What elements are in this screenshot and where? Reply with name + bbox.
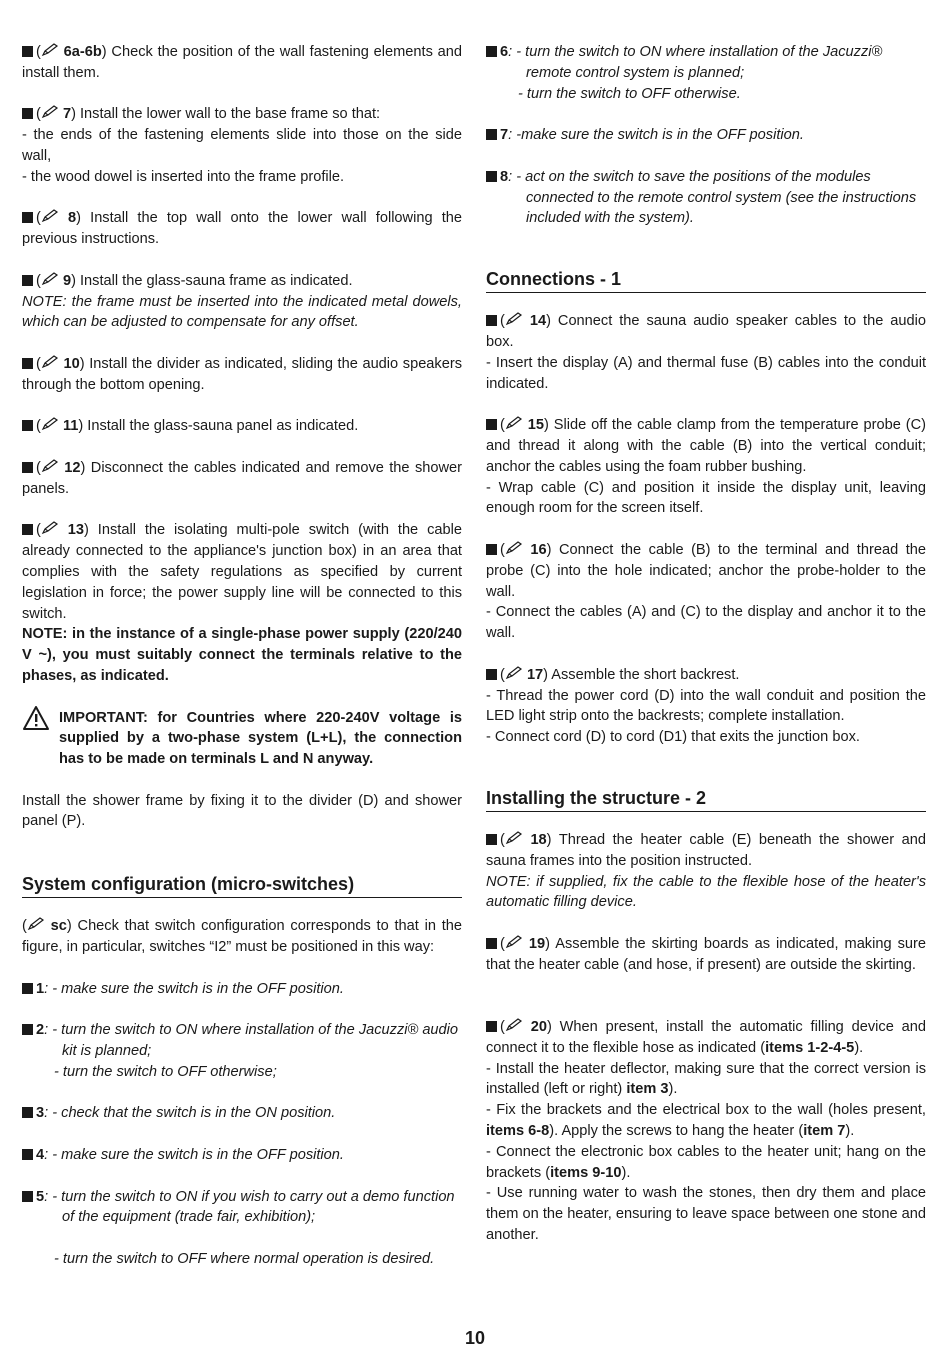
step-17-line3: - Connect cord (D) to cord (D1) that exits the junction box. — [486, 729, 860, 746]
square-bullet-icon — [22, 108, 33, 119]
square-bullet-icon — [486, 171, 497, 182]
step-12: ( 12) Disconnect the cables indicated and remove the shower panels. — [22, 459, 462, 497]
step-20: ( 20) When present, install the automatic filling device and connect it to the flexible hose as indicated (items 1-2-4-5). — [486, 1019, 926, 1056]
left-column — [22, 42, 462, 1270]
heading-connections-1: Connections - 1 — [486, 267, 926, 293]
step-15-line2: - Wrap cable (C) and position it inside the display unit, leaving enough room for the screen itself. — [486, 479, 926, 517]
shower-frame-paragraph: Install the shower frame by fixing it to the divider (D) and shower panel (P). — [22, 792, 462, 830]
step-18-note: NOTE: if supplied, fix the cable to the flexible hose of the heater's automatic filling device. — [486, 873, 926, 911]
switch-4: 4: - make sure the switch is in the OFF position. — [22, 1145, 462, 1166]
square-bullet-icon — [486, 46, 497, 57]
square-bullet-icon — [486, 669, 497, 680]
switch-7: 7: -make sure the switch is in the OFF position. — [486, 125, 926, 146]
switch-6: 6: - turn the switch to ON where installation of the Jacuzzi® remote control system is planned; — [486, 42, 926, 84]
pencil-icon — [505, 831, 523, 845]
switch-2: 2: - turn the switch to ON where installation of the Jacuzzi® audio kit is planned; - turn the switch to OFF otherwise; — [22, 1020, 462, 1082]
step-10: ( 10) Install the divider as indicated, sliding the audio speakers through the bottom opening. — [22, 355, 462, 393]
square-bullet-icon — [22, 462, 33, 473]
heading-installing-structure-2: Installing the structure - 2 — [486, 786, 926, 812]
pencil-icon — [41, 105, 59, 119]
step-17: ( 17) Assemble the short backrest. — [486, 665, 926, 686]
step-20-line3: - Fix the brackets and the electrical box to the wall (holes present, items 6-8). Apply the screws to hang the heater (item 7). — [486, 1102, 926, 1140]
heading-system-configuration: System configuration (micro-switches) — [22, 872, 462, 898]
square-bullet-icon — [486, 544, 497, 555]
step-7-line2: - the ends of the fastening elements slide into those on the side wall, — [22, 127, 462, 164]
pencil-icon — [505, 1018, 523, 1032]
pencil-icon — [27, 917, 45, 931]
important-warning — [22, 708, 462, 770]
switch-8: 8: - act on the switch to save the positions of the modules connected to the remote control system (see the instructions included with the system). — [486, 167, 926, 229]
step-20-line5: - Use running water to wash the stones, then dry them and place them on the heater, ensuring to leave space between one stone and another. — [486, 1185, 926, 1244]
step-9: ( 9) Install the glass-sauna frame as indicated. — [22, 271, 462, 292]
step-7: ( 7) Install the lower wall to the base frame so that: — [22, 104, 462, 125]
square-bullet-icon — [22, 46, 33, 57]
step-11: ( 11) Install the glass-sauna panel as indicated. — [22, 416, 462, 437]
step-6a-6b: ( 6a-6b) Check the position of the wall fastening elements and install them. — [22, 44, 462, 81]
square-bullet-icon — [22, 1024, 33, 1035]
pencil-icon — [41, 272, 59, 286]
step-13: ( 13) Install the isolating multi-pole switch (with the cable already connected to the appliance's junction box) in an area that complies with the safety regulations as specified by current legislation in force; the power supply line will be connected to this switch. — [22, 522, 462, 622]
pencil-icon — [41, 43, 59, 57]
pencil-icon — [505, 666, 523, 680]
switch-1: 1: - make sure the switch is in the OFF position. — [22, 979, 462, 1000]
switch-3: 3: - check that the switch is in the ON position. — [22, 1103, 462, 1124]
switch-5: 5: - turn the switch to ON if you wish to carry out a demo function of the equipment (trade fair, exhibition); - turn the switch to OFF where normal operation is desired. — [22, 1187, 462, 1270]
step-16-line2: - Connect the cables (A) and (C) to the display and anchor it to the wall. — [486, 604, 926, 642]
pencil-icon — [41, 355, 59, 369]
pencil-icon — [41, 521, 59, 535]
pencil-icon — [505, 312, 523, 326]
square-bullet-icon — [22, 1107, 33, 1118]
warning-triangle-icon — [22, 705, 50, 731]
step-8: ( 8) Install the top wall onto the lower wall following the previous instructions. — [22, 210, 462, 248]
square-bullet-icon — [22, 983, 33, 994]
step-20-line2: - Install the heater deflector, making sure that the correct version is installed (left or right) item 3). — [486, 1060, 926, 1098]
step-13-note: NOTE: in the instance of a single-phase power supply (220/240 V ~), you must suitably connect the terminals relative to the phases, as indicated. — [22, 626, 462, 684]
step-15: ( 15) Slide off the cable clamp from the temperature probe (C) and thread it along with the cable (B) into the vertical conduit; anchor the cables using the foam rubber bushing. — [486, 417, 926, 475]
square-bullet-icon — [22, 524, 33, 535]
square-bullet-icon — [486, 419, 497, 430]
step-14-line2: - Insert the display (A) and thermal fuse (B) cables into the conduit indicated. — [486, 354, 926, 392]
square-bullet-icon — [22, 1149, 33, 1160]
pencil-icon — [505, 935, 523, 949]
pencil-icon — [41, 209, 59, 223]
sc-paragraph: ( sc) Check that switch configuration corresponds to that in the figure, in particular, switches “I2” must be positioned in this way: — [22, 918, 462, 956]
important-text: IMPORTANT: for Countries where 220-240V voltage is supplied by a two-phase system (L+L), the connection has to be made on terminals L and N anyway. — [59, 709, 462, 768]
square-bullet-icon — [22, 420, 33, 431]
step-9-note: NOTE: the frame must be inserted into the indicated metal dowels, which can be adjusted to compensate for any offset. — [22, 293, 462, 331]
pencil-icon — [505, 541, 523, 555]
pencil-icon — [41, 459, 59, 473]
square-bullet-icon — [22, 358, 33, 369]
square-bullet-icon — [486, 315, 497, 326]
square-bullet-icon — [486, 1021, 497, 1032]
step-20-line4: - Connect the electronic box cables to the heater unit; hang on the brackets (items 9-10). — [486, 1143, 926, 1181]
pencil-icon — [41, 417, 59, 431]
pencil-icon — [505, 416, 523, 430]
page-number: 10 — [464, 1328, 486, 1348]
square-bullet-icon — [22, 212, 33, 223]
right-column — [486, 42, 926, 1246]
step-19: ( 19) Assemble the skirting boards as indicated, making sure that the heater cable (and hose, if present) are outside the skirting. — [486, 935, 926, 973]
switch-6-line2: - turn the switch to OFF otherwise. — [518, 85, 741, 102]
square-bullet-icon — [486, 938, 497, 949]
square-bullet-icon — [22, 1191, 33, 1202]
step-16: ( 16) Connect the cable (B) to the terminal and thread the probe (C) into the hole indicated; anchor the probe-holder to the wall. — [486, 541, 926, 600]
square-bullet-icon — [22, 275, 33, 286]
step-7-line3: - the wood dowel is inserted into the frame profile. — [22, 168, 345, 185]
step-14: ( 14) Connect the sauna audio speaker cables to the audio box. — [486, 313, 926, 350]
step-17-line2: - Thread the power cord (D) into the wall conduit and position the LED light strip onto the backrests; complete installation. — [486, 687, 926, 725]
square-bullet-icon — [486, 834, 497, 845]
step-18: ( 18) Thread the heater cable (E) beneath the shower and sauna frames into the position instructed. — [486, 831, 926, 869]
square-bullet-icon — [486, 129, 497, 140]
